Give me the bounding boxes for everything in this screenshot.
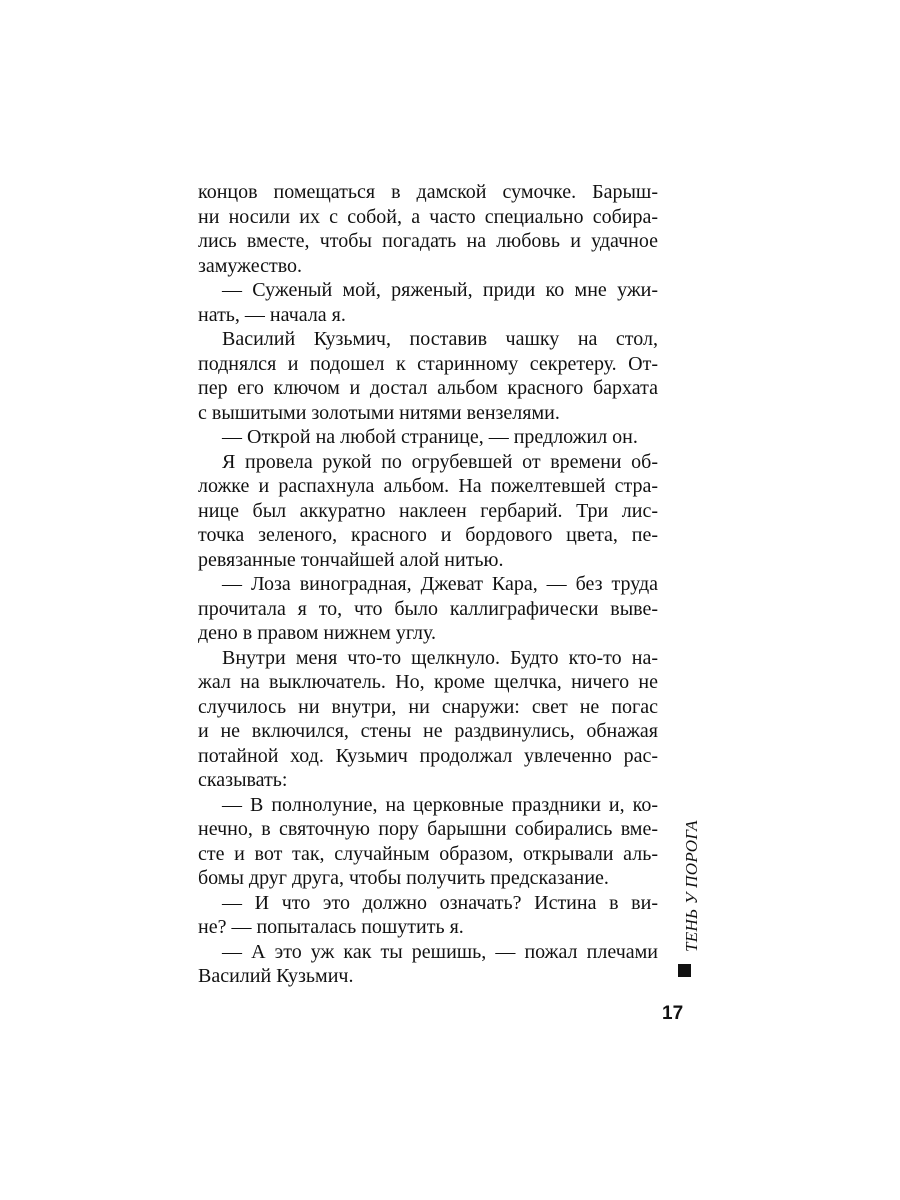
text-line: Василий Кузьмич. (198, 965, 354, 987)
text-line: — Открой на любой странице, — предложил он. (222, 426, 638, 448)
text-line: поднялся и подошел к старинному секретеру. От- (198, 352, 658, 375)
text-line: ни носили их с собой, а часто специально собира- (198, 205, 658, 228)
text-line: жал на выключатель. Но, кроме щелчка, ничего не (198, 671, 658, 693)
text-line: Я провела рукой по огрубевшей от времени об- (222, 450, 658, 473)
text-line: сте и вот так, случайным образом, открывали аль- (198, 842, 658, 865)
text-line: лись вместе, чтобы погадать на любовь и удачное (198, 230, 658, 252)
page-number: 17 (662, 1003, 684, 1024)
text-line: — В полнолуние, на церковные праздники и, ко- (222, 793, 658, 816)
text-line: нать, — начала я. (198, 303, 346, 326)
text-line: ложке и распахнула альбом. На пожелтевшей стра- (198, 475, 658, 497)
text-line: пер его ключом и достал альбом красного бархата (198, 377, 658, 399)
text-line: — Лоза виноградная, Джеват Кара, — без труда (222, 573, 658, 595)
text-line: дено в правом нижнем углу. (198, 622, 436, 644)
text-line: замужество. (198, 254, 303, 277)
square-marker-icon (678, 964, 691, 977)
text-line: ревязанные тончайшей алой нитью. (198, 548, 504, 571)
text-line: случилось ни внутри, ни снаружи: свет не погас (198, 695, 658, 718)
running-title: ТЕНЬ У ПОРОГА (682, 820, 701, 952)
text-line: потайной ход. Кузьмич продолжал увлеченно рас- (198, 744, 658, 767)
text-line: нечно, в святочную пору барышни собирались вме- (198, 818, 658, 840)
text-line: — И что это должно означать? Истина в ви- (222, 891, 658, 914)
text-line: не? — попыталась пошутить я. (198, 916, 464, 938)
text-line: с вышитыми золотыми нитями вензелями. (198, 401, 560, 424)
text-line: — А это уж как ты решишь, — пожал плечами (222, 940, 658, 963)
text-line: прочитала я то, что было каллиграфически выве- (198, 597, 658, 620)
text-line: нице был аккуратно наклеен гербарий. Три лис- (198, 499, 658, 522)
text-line: — Суженый мой, ряженый, приди ко мне ужи- (222, 279, 658, 301)
text-line: бомы друг друга, чтобы получить предсказание. (198, 867, 609, 889)
body-text (198, 180, 658, 989)
text-line: сказывать: (198, 769, 288, 791)
text-line: Внутри меня что-то щелкнуло. Будто кто-то на- (222, 646, 658, 669)
text-line: Василий Кузьмич, поставив чашку на стол, (222, 328, 658, 350)
text-line: концов помещаться в дамской сумочке. Барыш- (198, 181, 658, 203)
text-line: точка зеленого, красного и бордового цвета, пе- (198, 524, 658, 546)
text-line: и не включился, стены не раздвинулись, обнажая (198, 720, 658, 742)
